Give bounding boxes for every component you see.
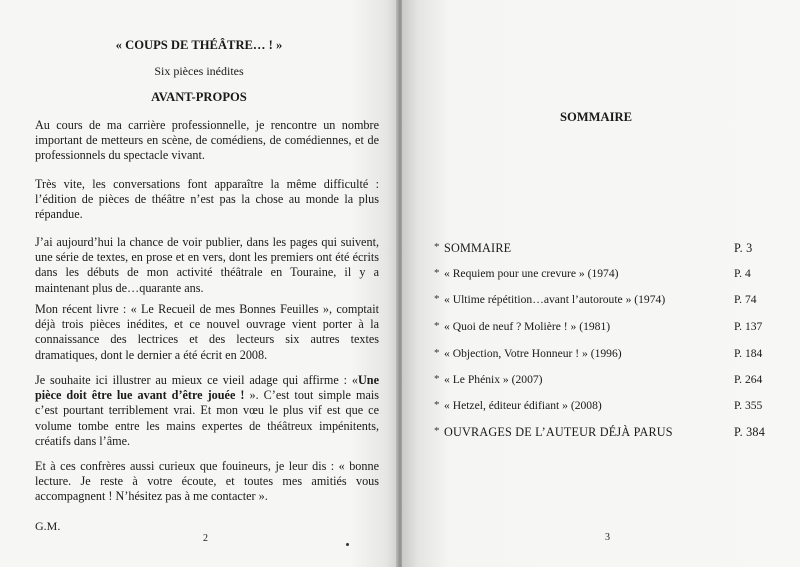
paragraph-6: Et à ces confrères aussi curieux que fouineurs, je leur dis : « bonne lecture. Je reste à votre écoute, et toutes mes amitiés vous accompagnent ! N’hésitez pas à me contacter ». <box>35 459 379 504</box>
bullet-star-icon: * <box>434 241 440 253</box>
paragraph-5-emphasis: Une pièce doit être lue avant d’être jouée ! <box>35 373 379 403</box>
toc-entry <box>434 320 784 336</box>
foreword-heading: AVANT-PROPOS <box>151 90 247 104</box>
bullet-star-icon: * <box>434 347 440 359</box>
toc-entry-page: P. 384 <box>734 425 766 439</box>
toc-entry-page: P. 3 <box>734 241 753 255</box>
toc-entry <box>434 293 784 309</box>
toc-heading: SOMMAIRE <box>559 110 633 124</box>
toc-entry-page: P. 74 <box>734 293 757 306</box>
paragraph-4: Mon récent livre : « Le Recueil de mes Bonnes Feuilles », comptait déjà trois pièces inédites, et ce nouvel ouvrage vient porter à la connaissance des lectrices et des lecteurs six autres textes dramatiques, dont le dernier a été écrit en 2008. <box>35 302 379 362</box>
toc-entry-title: « Le Phénix » (2007) <box>444 373 543 386</box>
signature: G.M. <box>35 519 61 533</box>
bullet-star-icon: * <box>434 399 440 411</box>
bullet-star-icon: * <box>434 320 440 332</box>
page-number-right: 3 <box>605 532 610 543</box>
left-page <box>0 0 398 567</box>
bullet-star-icon: * <box>434 293 440 305</box>
paragraph-1: Au cours de ma carrière professionnelle, je rencontre un nombre important de metteurs en scène, de comédiens, de comédiennes, et de professionnels du spectacle vivant. <box>35 118 379 163</box>
paragraph-5-end: ». C’est tout simple mais c’est pourtant terriblement vrai. Et mon vœu le plus vif est que ce volume tombe entre les mains expertes de théâtreux impénitents, créatifs dans l’âme. <box>35 388 379 448</box>
toc-entry <box>434 267 784 283</box>
toc-entry-title: « Hetzel, éditeur édifiant » (2008) <box>444 399 602 412</box>
bullet-star-icon: * <box>434 373 440 385</box>
toc-entry-page: P. 184 <box>734 347 763 360</box>
paragraph-3: J’ai aujourd’hui la chance de voir publier, dans les pages qui suivent, une série de textes, en prose et en vers, dont les premiers ont été écrits dans les débuts de mon activité théâtrale en Touraine, il y a maintenant plus de…quarante ans. <box>35 235 379 295</box>
toc-entry-title: « Requiem pour une crevure » (1974) <box>444 267 619 280</box>
paragraph-2: Très vite, les conversations font apparaître la même difficulté : l’édition de pièces de théâtre n’est pas la chose au monde la plus répandue. <box>35 177 379 222</box>
toc-entry <box>434 241 784 257</box>
toc-entry <box>434 399 784 415</box>
toc-entry <box>434 347 784 363</box>
toc-entry-title: OUVRAGES DE L’AUTEUR DÉJÀ PARUS <box>444 425 673 439</box>
bullet-star-icon: * <box>434 425 440 437</box>
toc-entry-title: SOMMAIRE <box>444 241 512 255</box>
book-subtitle: Six pièces inédites <box>154 64 244 78</box>
right-page <box>402 0 800 567</box>
ink-speck <box>346 543 349 546</box>
paragraph-5-start: Je souhaite ici illustrer au mieux ce vieil adage qui affirme : « <box>35 373 358 387</box>
toc-entry-page: P. 355 <box>734 399 763 412</box>
bullet-star-icon: * <box>434 267 440 279</box>
book-title: « COUPS DE THÉÂTRE… ! » <box>115 38 283 52</box>
toc-entry <box>434 425 784 441</box>
toc-entry-title: « Objection, Votre Honneur ! » (1996) <box>444 347 622 360</box>
toc-entry-title: « Quoi de neuf ? Molière ! » (1981) <box>444 320 611 333</box>
toc-entry-page: P. 137 <box>734 320 763 333</box>
paragraph-5 <box>35 373 379 449</box>
toc-entry-title: « Ultime répétition…avant l’autoroute » (1974) <box>444 293 666 306</box>
page-number-left: 2 <box>203 533 208 544</box>
toc-entry-page: P. 264 <box>734 373 763 386</box>
toc-entry-page: P. 4 <box>734 267 751 280</box>
toc-entry <box>434 373 784 389</box>
